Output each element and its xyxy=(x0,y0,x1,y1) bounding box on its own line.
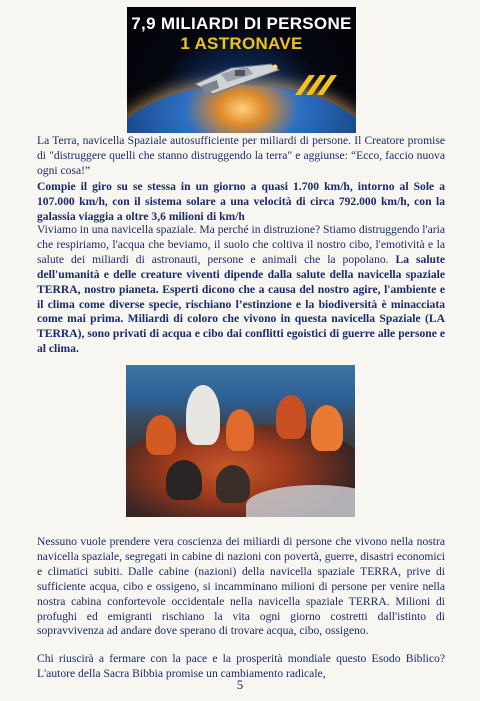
paragraph-refugees xyxy=(37,535,445,639)
paragraph-intro xyxy=(37,134,445,179)
banner-title-line2: 1 ASTRONAVE xyxy=(180,34,303,53)
migrant-boat-photo xyxy=(126,365,355,517)
rescuer-figure xyxy=(186,385,220,445)
paragraph-spaceship xyxy=(37,223,445,357)
paragraph-3-normal: Viviamo in una navicella spaziale. Ma perché in distruzione? Stiamo distruggendo l'aria che respiriamo, l'acqua che beviamo, il suolo che coltiva il nostro cibo, l'emotività e la salute dei miliardi di astronauti, persone e animali che la popolano. xyxy=(37,223,445,266)
person-figure xyxy=(276,395,306,439)
person-figure xyxy=(311,405,343,451)
page-number: 5 xyxy=(236,677,244,692)
paragraph-5: Chi riuscirà a fermare con la pace e la prosperità mondiale questo Esodo Biblico? L'autore della Sacra Bibbia promise un cambiamento radicale, xyxy=(37,652,445,680)
chevrons-icon xyxy=(295,69,339,95)
person-figure xyxy=(226,409,254,451)
banner-title-line1: 7,9 MILIARDI DI PERSONE xyxy=(131,14,352,33)
banner-image xyxy=(127,7,356,133)
paragraph-2: Compie il giro su se stessa in un giorno a quasi 1.700 km/h, intorno al Sole a 107.000 km/h, con il sistema solare a una velocità di circa 792.000 km/h, con la galassia viaggia a oltre 3,6 milioni di km/h xyxy=(37,180,445,223)
paragraph-3 xyxy=(37,223,445,357)
paragraph-speeds xyxy=(37,180,445,225)
paragraph-4: Nessuno vuole prendere vera coscienza dei miliardi di persone che vivono nella nostra navicella spaziale, segregati in cabine di nazioni con povertà, guerre, disastri economici e climatici subiti. Dalle cabine (nazioni) della navicella spaziale TERRA, prive di sufficiente acqua, cibo e ossigeno, si incamminano milioni di persone per venire nella nostra cabina confortevole occidentale nella navicella spaziale TERRA. Milioni di profughi ed emigranti rischiano la vita ogni giorno costretti dall'istinto di sopravvivenza ad andare dove sperano di trovare acqua, cibo, ossigeno. xyxy=(37,535,445,638)
person-figure xyxy=(166,460,202,500)
person-figure xyxy=(146,415,176,455)
spaceship-icon xyxy=(191,54,283,100)
paragraph-3-bold: La salute dell'umanità e delle creature viventi dipende dalla salute della navicella spaziale TERRA, nostro pianeta. Esperti dicono che a causa del nostro agire, l'ambiente e il clima come diverse specie, rischiano l’estinzione e la biodiversità è minacciata come mai prima. Miliardi di coloro che vivono in questa navicella Spaziale (LA TERRA), sono privati di acqua e cibo dai conflitti egoistici di guerre alle persone e al clima. xyxy=(37,252,445,356)
paragraph-1: La Terra, navicella Spaziale autosufficiente per miliardi di persone. Il Creatore promise di "distruggere quelli che stanno distruggendo la terra" e aggiunse: “Ecco, faccio nuova ogni cosa!” xyxy=(37,134,445,177)
person-figure xyxy=(216,465,250,503)
